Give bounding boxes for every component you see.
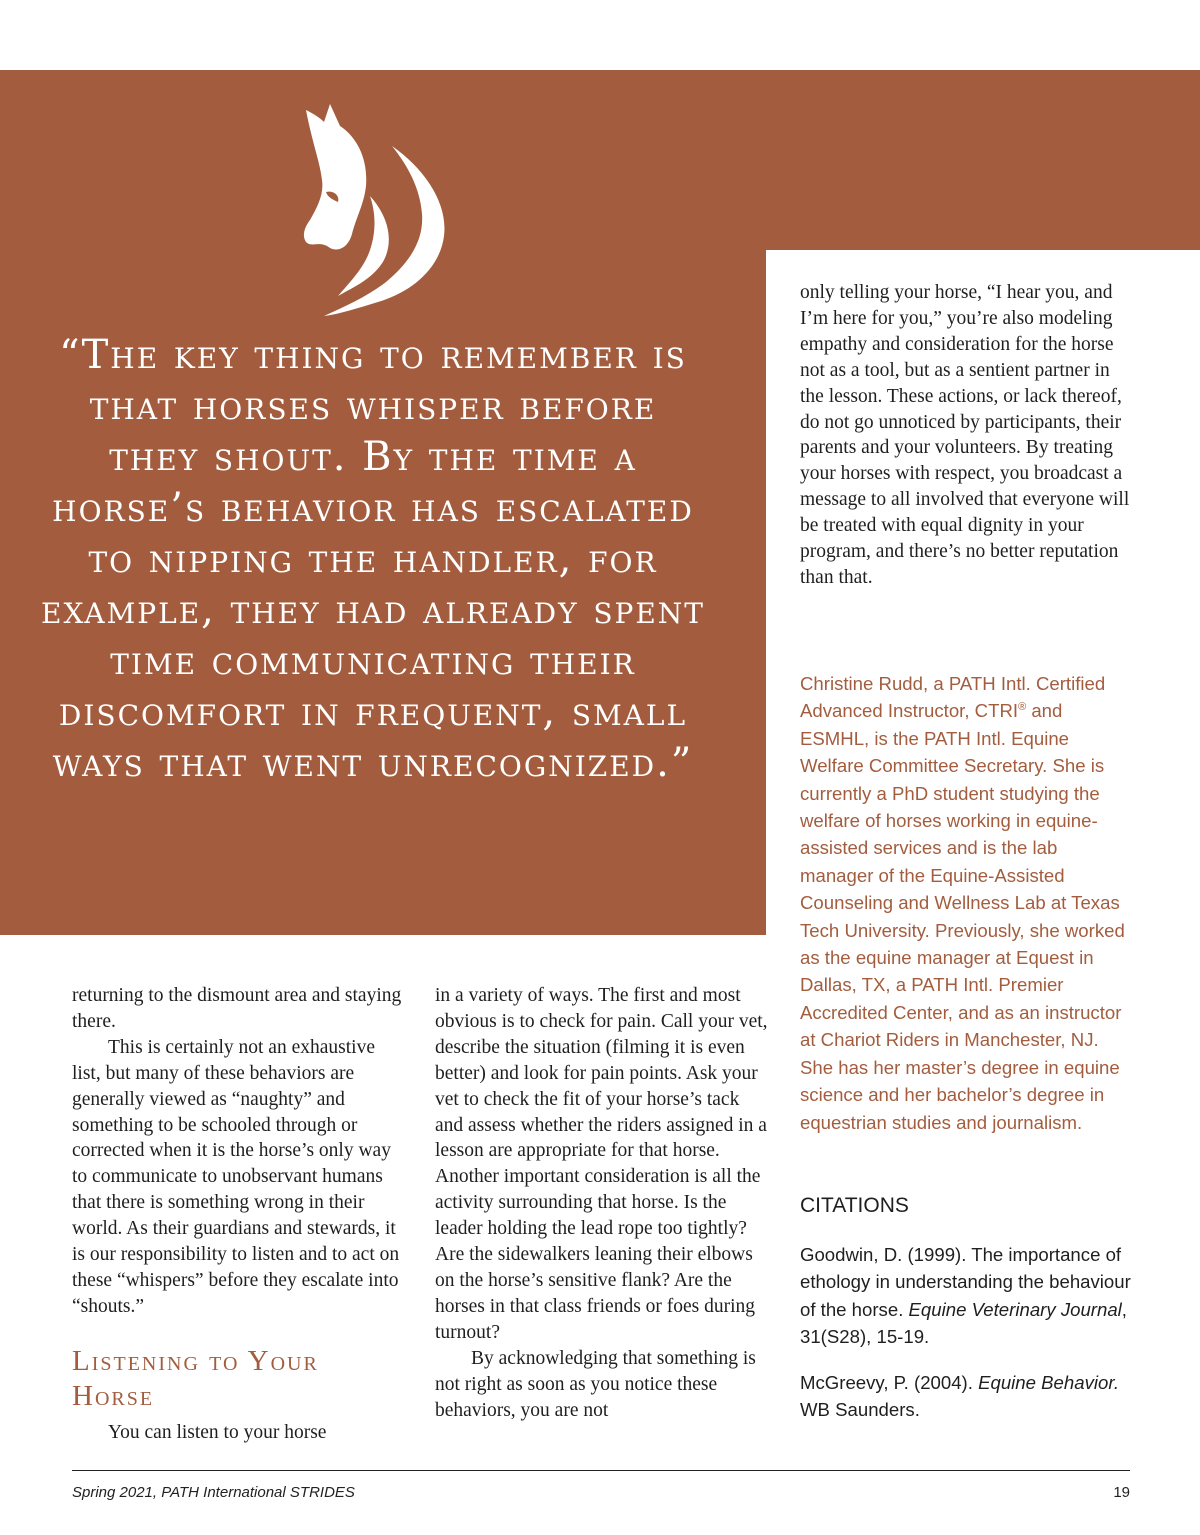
paragraph: only telling your horse, “I hear you, and I’m here for you,” you’re also modeling empathy and consideration for the horse not as a tool, but as a sentient partner in the lesson. These actions, or lack thereof, do not go unnoticed by participants, their parents and your volunteers. By treating your horses with respect, you broadcast a message to all involved that everyone will be treated with equal dignity in your program, and there’s no better reputation than that. <box>800 282 1130 588</box>
citation-item: Goodwin, D. (1999). The importance of ethology in understanding the behaviour of the horse. Equine Veterinary Journal, 31(S28), 15-19. <box>800 1244 1131 1348</box>
pull-quote: “The key thing to remember is that horses whisper before they shout. By the time a horse’s behavior has escalated to nipping the handler, for example, they had already spent time communicating their discomfort in frequent, small ways that went unrecognized.” <box>41 332 705 786</box>
footer-rule <box>72 1470 1130 1471</box>
paragraph: in a variety of ways. The first and most obvious is to check for pain. Call your vet, describe the situation (filming it is even better) and look for pain points. Ask your vet to check the fit of your horse’s tack and assess whether the riders assigned in a lesson are appropriate for that horse. Another important consideration is all the activity surrounding that horse. Is the leader holding the lead rope too tightly? Are the sidewalkers leaning their elbows on the horse’s sensitive flank? Are the horses in that class friends or foes during turnout? <box>435 985 768 1343</box>
header-color-band <box>0 70 1200 250</box>
article-column-1 <box>72 983 402 1446</box>
citation-item: McGreevy, P. (2004). Equine Behavior. WB Saunders. <box>800 1372 1120 1421</box>
citation-title: Equine Behavior. <box>978 1372 1120 1393</box>
footer-publication: Spring 2021, PATH International STRIDES <box>72 1484 355 1501</box>
horse-head-icon <box>298 100 458 318</box>
article-column-3 <box>800 280 1135 591</box>
paragraph: This is certainly not an exhaustive list, but many of these behaviors are generally viewed as “naughty” and something to be schooled through or corrected when it is the horse’s only way to communicate to unobservant humans that there is something wrong in their world. As their guardians and stewards, it is our responsibility to listen and to act on these “whispers” before they escalate into “shouts.” <box>72 1036 400 1317</box>
page-number: 19 <box>1113 1484 1130 1501</box>
article-column-2 <box>435 983 770 1423</box>
bio-text: and ESMHL, is the PATH Intl. Equine Welfare Committee Secretary. She is currently a PhD student studying the welfare of horses working in equine-assisted services and is the lab manager of the Equine-Assisted Counseling and Wellness Lab at Texas Tech University. Previously, she worked as the equine manager at Equest in Dallas, TX, a PATH Intl. Premier Accredited Center, and as an instructor at Chariot Riders in Manchester, NJ. She has her master’s degree in equine science and her bachelor’s degree in equestrian studies and journalism. <box>800 700 1125 1133</box>
registered-mark: ® <box>1018 701 1027 714</box>
paragraph: By acknowledging that something is not right as soon as you notice these behaviors, you are not <box>435 1347 756 1421</box>
citations-heading: CITATIONS <box>800 1194 909 1217</box>
bio-text: Christine Rudd, a PATH Intl. Certified Advanced Instructor, CTRI <box>800 673 1106 722</box>
paragraph: returning to the dismount area and staying there. <box>72 985 402 1032</box>
section-heading: Listening to Your Horse <box>72 1344 319 1412</box>
paragraph: You can listen to your horse <box>108 1421 327 1443</box>
citation-title: Equine Veterinary Journal <box>908 1298 1122 1320</box>
author-bio <box>800 670 1135 1136</box>
